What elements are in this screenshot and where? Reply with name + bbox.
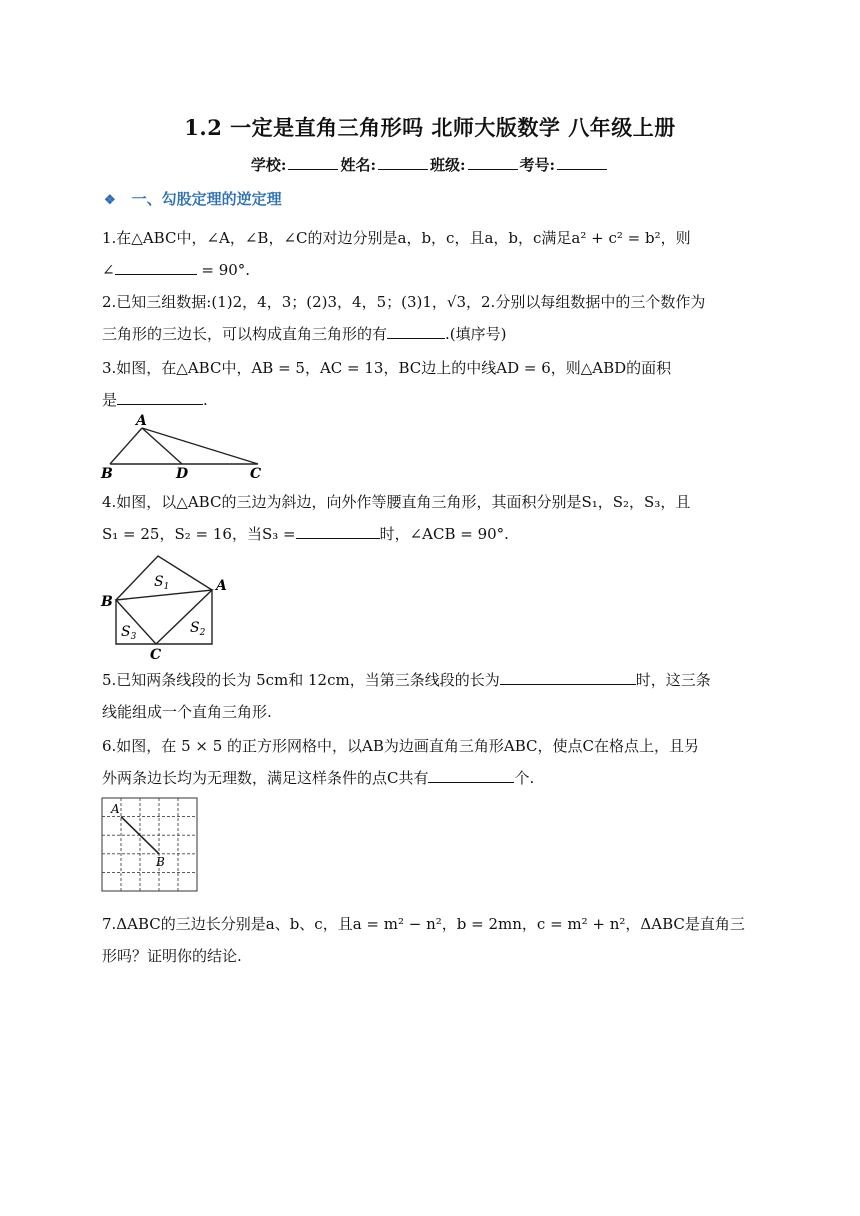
figure-grid-5x5 — [100, 796, 200, 898]
question-4 — [102, 486, 762, 550]
answer-blank — [296, 522, 380, 539]
s1-label: $S_1$ — [154, 574, 170, 592]
school-blank — [288, 155, 338, 170]
point-a-label: A — [111, 802, 120, 816]
q7-line1: 7.ΔABC的三边长分别是a、b、c，且a = m² − n²，b = 2mn，c = m² + n²，ΔABC是直角三 — [102, 915, 745, 933]
point-b-label: B — [156, 855, 165, 869]
question-6 — [102, 730, 762, 794]
q1-line1: 1.在△ABC中，∠A，∠B，∠C的对边分别是a，b，c，且a，b，c满足a² + c² = b²，则 — [102, 229, 691, 247]
student-info-line — [0, 154, 860, 175]
class-label: 班级: — [430, 156, 466, 174]
vertex-a-label: A — [136, 413, 147, 429]
name-blank — [378, 155, 428, 170]
answer-blank — [387, 322, 445, 339]
q1-line2: ∠ = 90°. — [102, 254, 762, 286]
exam-no-blank — [557, 155, 607, 170]
vertex-c-label: C — [250, 466, 262, 480]
q7-line2: 形吗？证明你的结论. — [102, 947, 242, 965]
vertex-b-label: B — [101, 466, 113, 480]
s2-label: $S_2$ — [190, 620, 206, 638]
class-blank — [468, 155, 518, 170]
vertex-c-label: C — [150, 647, 162, 662]
vertex-d-label: D — [176, 466, 189, 480]
answer-blank — [117, 388, 203, 405]
q5-line1: 5.已知两条线段的长为 5cm和 12cm，当第三条线段的长为 时，这三条 — [102, 664, 762, 696]
q2-line1: 2.已知三组数据:(1)2，4，3；(2)3，4，5；(3)1，√3，2.分别以每组数据中的三个数作为 — [102, 293, 706, 311]
vertex-b-label: B — [101, 594, 113, 610]
page-title: 1.2 一定是直角三角形吗 北师大版数学 八年级上册 — [184, 115, 676, 140]
q5-line2: 线能组成一个直角三角形. — [102, 703, 272, 721]
q2-line2: 三角形的三边长，可以构成直角三角形的有 .(填序号) — [102, 318, 762, 350]
answer-blank — [115, 258, 197, 275]
figure-triangle-abc-median — [98, 412, 278, 484]
q4-line2: S₁ = 25，S₂ = 16，当S₃ = 时，∠ACB = 90°. — [102, 518, 762, 550]
s3-label: $S_3$ — [121, 624, 137, 642]
question-2 — [102, 286, 762, 350]
answer-blank — [500, 668, 636, 685]
diamond-icon: ❖ — [104, 193, 116, 208]
vertex-a-label: A — [216, 578, 227, 594]
answer-blank — [428, 766, 514, 783]
section-heading — [104, 188, 282, 209]
section-label: 一、勾股定理的逆定理 — [131, 190, 282, 208]
question-3 — [102, 352, 762, 416]
q4-line1: 4.如图，以△ABC的三边为斜边，向外作等腰直角三角形，其面积分别是S₁，S₂，S₃，且 — [102, 493, 691, 511]
exam-no-label: 考号: — [519, 156, 556, 174]
question-5 — [102, 664, 762, 728]
school-label: 学校: — [250, 156, 287, 174]
q6-line2: 外两条边长均为无理数，满足这样条件的点C共有 个. — [102, 762, 762, 794]
q6-line1: 6.如图，在 5 × 5 的正方形网格中，以AB为边画直角三角形ABC，使点C在格点上，且另 — [102, 737, 699, 755]
q3-line2: 是 . — [102, 384, 762, 416]
question-7 — [102, 908, 762, 972]
name-label: 姓名: — [340, 156, 376, 174]
question-1 — [102, 222, 762, 286]
q3-line1: 3.如图，在△ABC中，AB = 5，AC = 13，BC边上的中线AD = 6，则△ABD的面积 — [102, 359, 672, 377]
figure-isosceles-right-triangles — [96, 550, 236, 666]
